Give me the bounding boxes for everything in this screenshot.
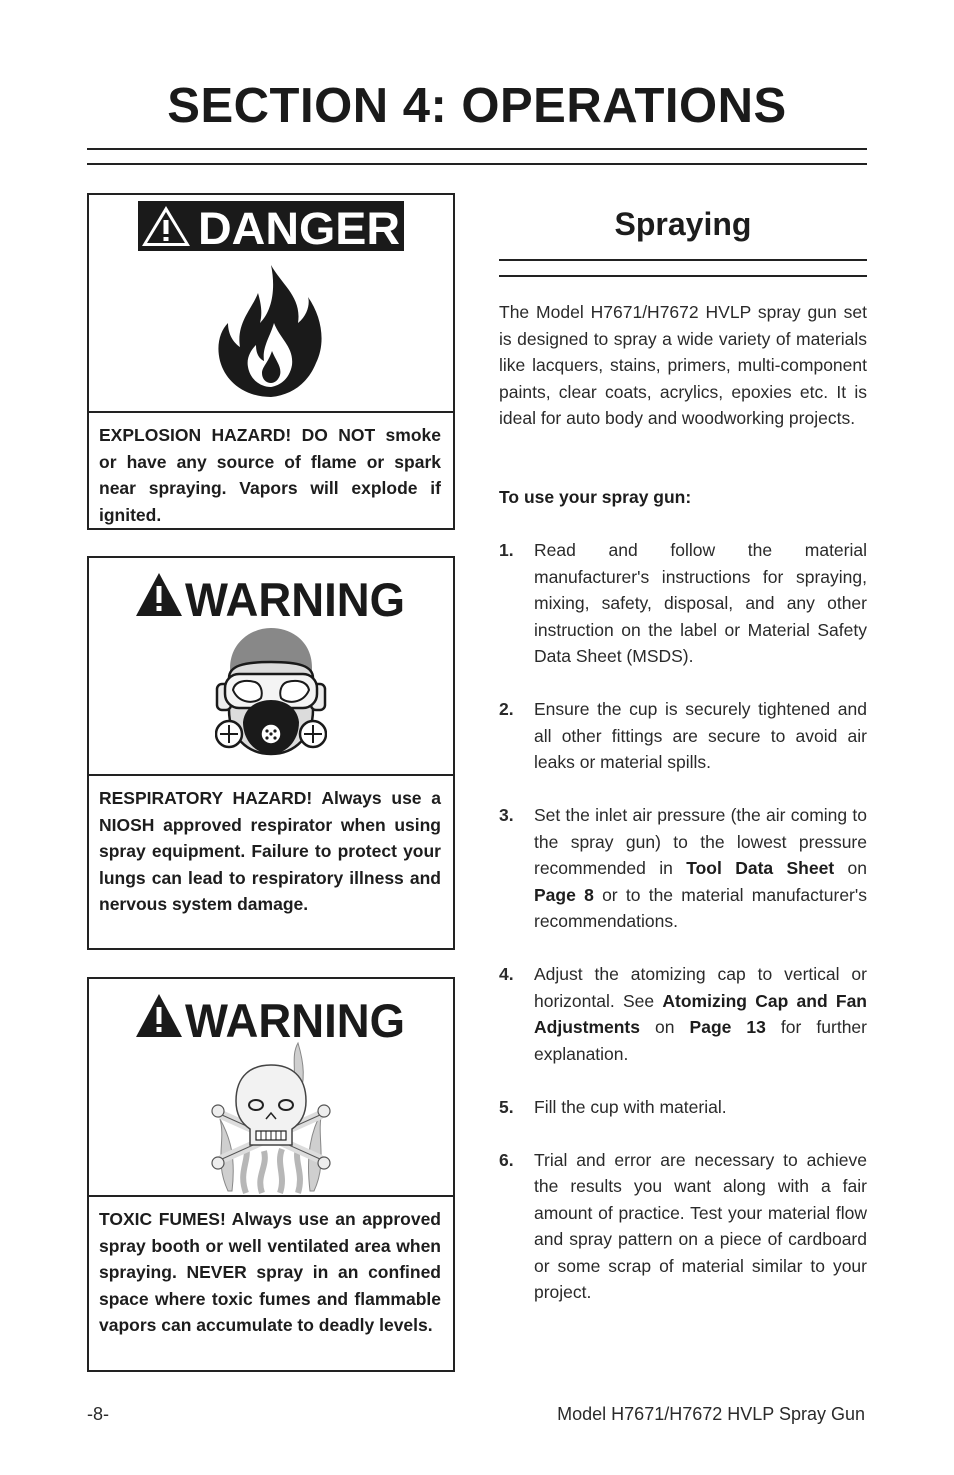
step-text-post: or to the material manufacturer's recommendations. bbox=[534, 884, 867, 931]
warning-respirator-message: RESPIRATORY HAZARD! Always use a NIOSH approved respirator when using spray equipment. Failure to protect your lungs can lead to respiratory illness and nervous system damage. bbox=[99, 788, 441, 914]
danger-signal-icon bbox=[138, 201, 404, 251]
skull-fumes-icon bbox=[206, 1041, 336, 1195]
step-number: 6. bbox=[499, 1149, 514, 1170]
steps-block bbox=[499, 537, 867, 1306]
warning-respirator-box bbox=[87, 556, 455, 950]
warning-signal-label-2 bbox=[89, 993, 453, 1039]
steps-list bbox=[499, 537, 867, 1306]
spraying-rule-bottom bbox=[499, 275, 867, 277]
step-2 bbox=[499, 696, 867, 776]
title-rule-bottom bbox=[87, 163, 867, 165]
warning-signal-label bbox=[89, 572, 453, 618]
step-number: 1. bbox=[499, 540, 514, 560]
spraying-intro: The Model H7671/H7672 HVLP spray gun set is designed to spray a wide variety of materials like lacquers, stains, primers, multi-component paints, clear coats, acrylics, epoxies etc. It is ideal for auto body and woodworking projects. bbox=[499, 302, 867, 428]
spraying-subheading: To use your spray gun: bbox=[499, 487, 692, 507]
step-ref-page: Page 13 bbox=[689, 1017, 766, 1037]
step-6 bbox=[499, 1147, 867, 1306]
danger-box bbox=[87, 193, 455, 530]
step-text: Ensure the cup is securely tightened and all other fittings are secure to avoid air leaks or material spills. bbox=[534, 699, 867, 772]
step-1 bbox=[499, 537, 867, 670]
step-number: 5. bbox=[499, 1096, 514, 1117]
spraying-heading: Spraying bbox=[614, 206, 752, 242]
danger-signal-word: DANGER bbox=[198, 203, 400, 251]
danger-picture bbox=[89, 195, 453, 413]
step-text-pre: Set the inlet air pressure (the air coming to the spray gun) to the lowest pressure recommended in bbox=[534, 805, 867, 878]
step-4 bbox=[499, 961, 867, 1067]
step-number: 4. bbox=[499, 964, 514, 984]
step-text: Trial and error are necessary to achieve the results you want along with a fair amount of practice. Test your material flow and spray pattern on a piece of cardboard or some scrap of material similar to your project. bbox=[534, 1149, 867, 1302]
step-text: Read and follow the material manufacturer's instructions for spraying, mixing, safety, disposal, and any other instruction on the label or Material Safety Data Sheet (MSDS). bbox=[534, 540, 867, 666]
warning-signal-word: WARNING bbox=[185, 573, 405, 618]
page-number: -8- bbox=[87, 1404, 109, 1424]
page-title: SECTION 4: OPERATIONS bbox=[167, 79, 787, 133]
step-5 bbox=[499, 1094, 867, 1121]
step-text-pre: Adjust the atomizing cap to vertical or horizontal. See bbox=[534, 964, 867, 1011]
spraying-rule-top bbox=[499, 259, 867, 261]
step-ref-tool-data-sheet: Tool Data Sheet bbox=[686, 858, 835, 878]
footer-model: Model H7671/H7672 HVLP Spray Gun bbox=[557, 1404, 865, 1424]
spraying-intro-block bbox=[499, 299, 867, 432]
step-text-post: for further explanation. bbox=[534, 1017, 867, 1064]
step-text-mid: on bbox=[834, 858, 867, 878]
step-text: Fill the cup with material. bbox=[534, 1096, 727, 1117]
step-3 bbox=[499, 802, 867, 935]
warning-toxic-message: TOXIC FUMES! Always use an approved spray booth or well ventilated area when spraying. NEVER spray in an confined space where toxic fumes and flammable vapors can accumulate to deadly levels. bbox=[99, 1209, 441, 1335]
step-number: 3. bbox=[499, 805, 514, 825]
danger-signal-label bbox=[89, 201, 453, 251]
step-number: 2. bbox=[499, 699, 514, 719]
warning-respirator-picture bbox=[89, 558, 453, 776]
warning-signal-word-2: WARNING bbox=[185, 994, 405, 1039]
warning-toxic-box bbox=[87, 977, 455, 1372]
step-ref-atomizing-cap: Atomizing Cap and Fan Adjustments bbox=[534, 990, 867, 1037]
warning-signal-icon-2 bbox=[135, 993, 407, 1039]
danger-message: EXPLOSION HAZARD! DO NOT smoke or have any source of flame or spark near spraying. Vapors will explode if ignited. bbox=[99, 425, 441, 525]
flame-icon bbox=[216, 263, 326, 399]
title-rule-top bbox=[87, 148, 867, 150]
respirator-icon bbox=[215, 626, 327, 758]
step-text-mid: on bbox=[639, 1017, 690, 1037]
step-ref-page: Page 8 bbox=[534, 884, 594, 905]
warning-signal-icon bbox=[135, 572, 407, 618]
warning-toxic-picture bbox=[89, 979, 453, 1197]
